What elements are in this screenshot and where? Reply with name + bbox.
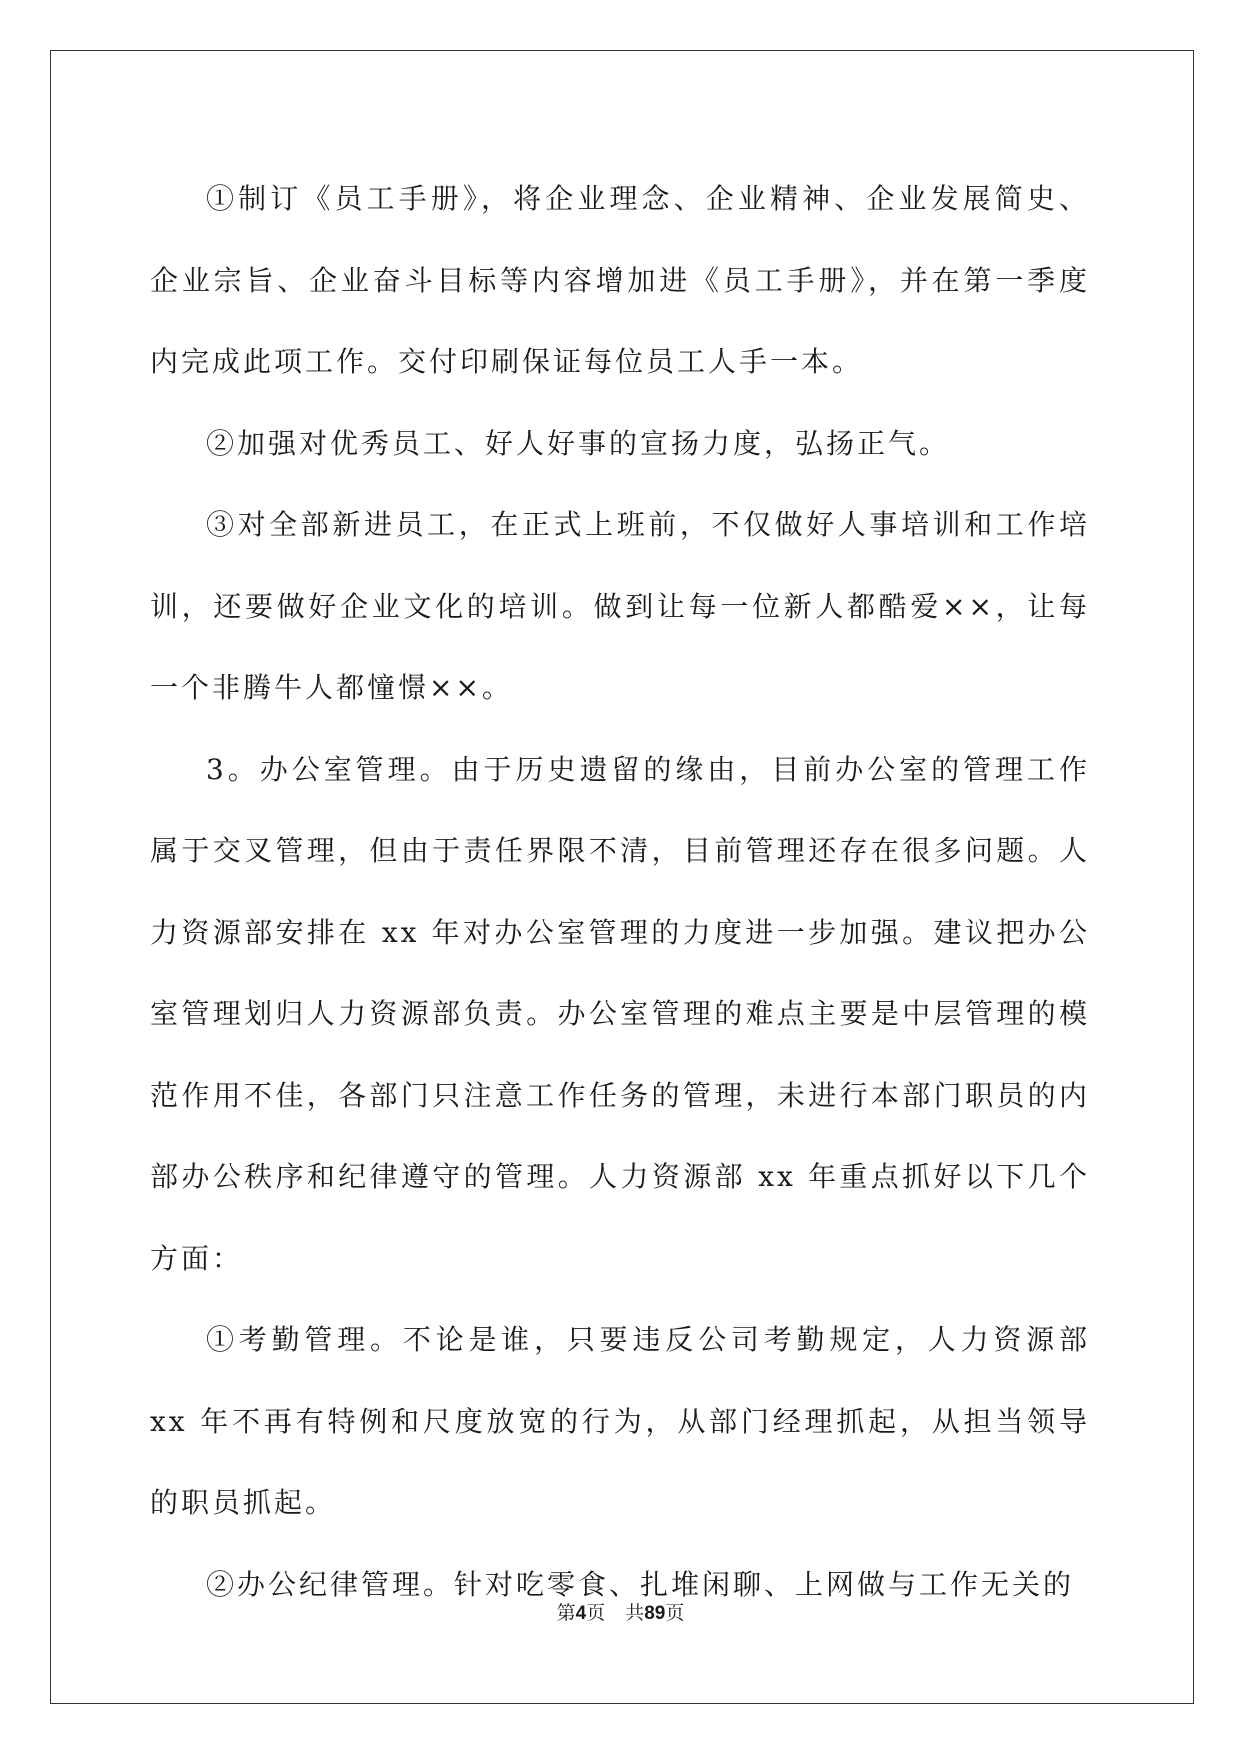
paragraph-2: ②加强对优秀员工、好人好事的宣扬力度，弘扬正气。 [206, 426, 951, 460]
total-suffix: 页 [665, 1602, 685, 1624]
paragraph-3: ③对全部新进员工，在正式上班前，不仅做好人事培训和工作培训，还要做好企业文化的培训。做到让每一位新人都酷爱××，让每一个非腾牛人都憧憬××。 [150, 508, 1090, 704]
total-pages: 89 [644, 1603, 666, 1624]
paragraph-6: ②办公纪律管理。针对吃零食、扎堆闲聊、上网做与工作无关的 [206, 1567, 1075, 1601]
document-body [150, 158, 1090, 1625]
page-footer [0, 1601, 1241, 1626]
page-suffix: 页 [586, 1602, 606, 1624]
paragraph-4: 3。办公室管理。由于历史遗留的缘由，目前办公室的管理工作属于交叉管理，但由于责任界限不清，目前管理还存在很多问题。人力资源部安排在 xx 年对办公室管理的力度进一步加强。建议把办公室管理划归人力资源部负责。办公室管理的难点主要是中层管理的模范作用不佳，各部门只注意工作任务的管理，未进行本部门职员的内部办公秩序和纪律遵守的管理。人力资源部 xx 年重点抓好以下几个方面： [150, 752, 1090, 1275]
total-prefix: 共 [625, 1602, 645, 1624]
paragraph-5: ①考勤管理。不论是谁，只要违反公司考勤规定，人力资源部 xx 年不再有特例和尺度放宽的行为，从部门经理抓起，从担当领导的职员抓起。 [150, 1323, 1090, 1519]
page-number: 4 [575, 1603, 587, 1624]
page-prefix: 第 [556, 1602, 576, 1624]
paragraph-1: ①制订《员工手册》，将企业理念、企业精神、企业发展简史、企业宗旨、企业奋斗目标等内容增加进《员工手册》，并在第一季度内完成此项工作。交付印刷保证每位员工人手一本。 [150, 182, 1090, 378]
